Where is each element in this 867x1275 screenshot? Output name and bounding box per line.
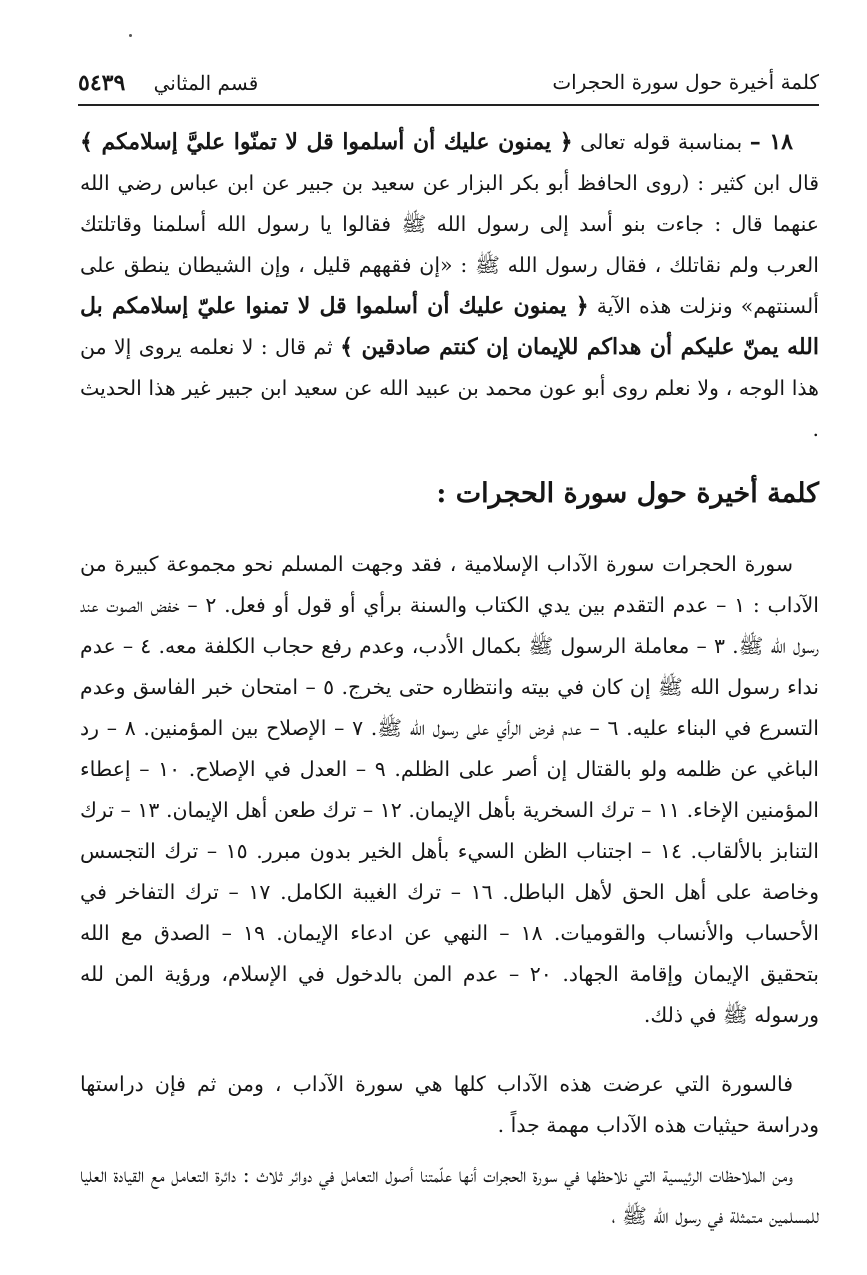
observations-text: ومن الملاحظات الرئيسية التي نلاحظها في سورة الحجرات أنها علّمتنا أصول التعامل في دوائر ثلاث : دائرة التعامل مع القيادة العليا للمسلمين متمثلة في رسول الله ﷺ ، (80, 1163, 819, 1228)
print-speck (129, 34, 132, 37)
conclusion-text: فالسورة التي عرضت هذه الآداب كلها هي سورة الآداب ، ومن ثم فإن دراستها ودراسة حيثيات هذه الآداب مهمة جداً . (80, 1072, 819, 1137)
section-heading: كلمة أخيرة حول سورة الحجرات : (436, 478, 819, 509)
quran-verse-1: ﴿ يمنون عليك أن أسلموا قل لا تمنّوا عليَّ إسلامكم ﴾ (80, 129, 573, 155)
paragraph-18 (80, 122, 819, 450)
page-number: ٥٤٣٩ (78, 70, 126, 96)
paragraph-conclusion (80, 1064, 819, 1146)
running-header (78, 66, 819, 104)
quran-verse-2: ﴿ يمنون عليك أن أسلموا قل لا تمنوا عليّ إسلامكم بل الله يمنّ عليكم أن هداكم للإيمان إن كنتم صادقين ﴾ (80, 293, 819, 360)
paragraph-adab (80, 544, 819, 1036)
header-rule (78, 104, 819, 106)
paragraph-18-text (80, 122, 819, 450)
ibn-kathir-quote: قال ابن كثير : (روى الحافظ أبو بكر البزار عن سعيد بن جبير عن ابن عباس رضي الله عنهما قال : جاءت بنو أسد إلى رسول الله ﷺ فقالوا يا رسول الله أسلمنا وقاتلتك العرب ولم نقاتلك ، فقال رسول الله ﷺ : «إن فقههم قليل ، وإن الشيطان ينطق على ألسنتهم» ونزلت هذه الآية (80, 171, 819, 318)
running-title: كلمة أخيرة حول سورة الحجرات (552, 70, 819, 94)
adab-list-text: سورة الحجرات سورة الآداب الإسلامية ، فقد وجهت المسلم نحو مجموعة كبيرة من الآداب : ١ – عدم التقدم بين يدي الكتاب والسنة برأي أو قول أو فعل. ٢ – خفض الصوت عند رسول الله ﷺ. ٣ – معاملة الرسول ﷺ بكمال الأدب، وعدم رفع حجاب الكلفة معه. ٤ – عدم نداء رسول الله ﷺ إن كان في بيته وانتظاره حتى يخرج. ٥ – امتحان خبر الفاسق وعدم التسرع في البناء عليه. ٦ – عدم فرض الرأي على رسول الله ﷺ. ٧ – الإصلاح بين المؤمنين. ٨ – رد الباغي عن ظلمه ولو بالقتال إن أصر على الظلم. ٩ – العدل في الإصلاح. ١٠ – إعطاء المؤمنين الإخاء. ١١ – ترك السخرية بأهل الإيمان. ١٢ – ترك طعن أهل الإيمان. ١٣ – ترك التنابز بالألقاب. ١٤ – اجتناب الظن السيء بأهل الخير بدون مبرر. ١٥ – ترك التجسس وخاصة على أهل الحق لأهل الباطل. ١٦ – ترك الغيبة الكامل. ١٧ – ترك التفاخر في الأحساب والأنساب والقوميات. ١٨ – النهي عن ادعاء الإيمان. ١٩ – الصدق مع الله بتحقيق الإيمان وإقامة الجهاد. ٢٠ – عدم المن بالدخول في الإسلام، ورؤية المن لله ورسوله ﷺ في ذلك. (80, 552, 820, 1027)
item-number: ١٨ – (749, 129, 793, 155)
section-name: قسم المثاني (153, 71, 259, 95)
intro-text: بمناسبة قوله تعالى (580, 130, 743, 154)
header-left-group (78, 70, 258, 96)
paragraph-observations (80, 1155, 819, 1237)
closing-text: ثم قال : لا نعلمه يروى إلا من هذا الوجه ، ولا نعلم روى أبو عون محمد بن عبيد الله عن سعيد ابن جبير غير هذا الحديث . (80, 335, 819, 441)
